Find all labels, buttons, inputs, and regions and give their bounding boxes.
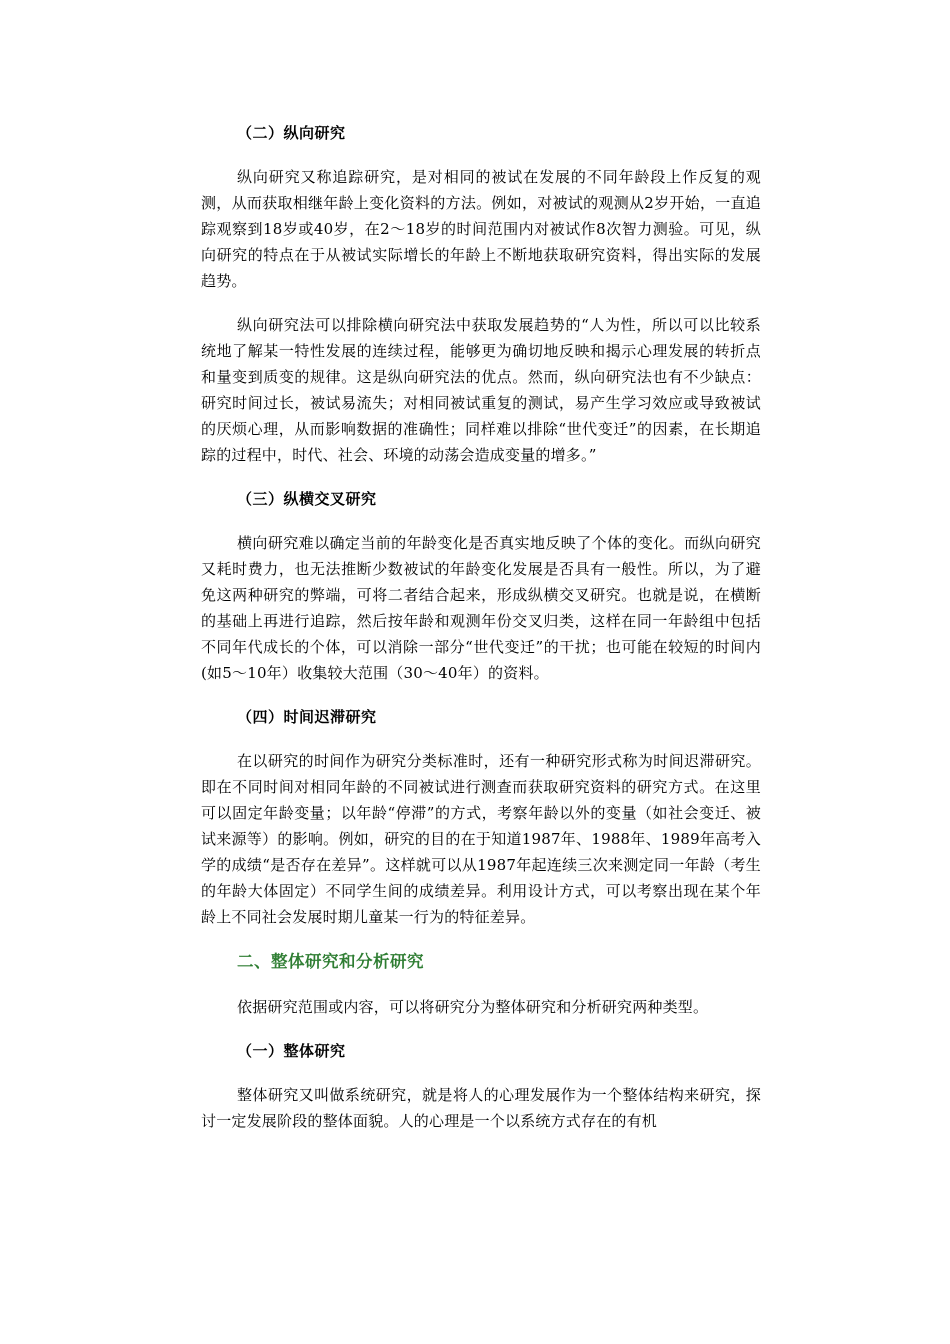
subheading-holistic: （一）整体研究 [237,1042,346,1060]
paragraph-time-lag: 在以研究的时间作为研究分类标准时，还有一种研究形式称为时间迟滞研究。即在不同时间对相同年龄的不同被试进行测查而获取研究资料的研究方式。在这里可以固定年龄变量；以年龄“停滞”的方式，考察年龄以外的变量（如社会变迁、被试来源等）的影响。例如，研究的目的在于知道1987年、1988年、1989年高考入学的成绩“是否存在差异”。这样就可以从1987年起连续三次来测定同一年龄（考生的年龄大体固定）不同学生间的成绩差异。利用设计方式，可以考察出现在某个年龄上不同社会发展时期儿童某一行为的特征差异。 [201,752,761,926]
paragraph-longitudinal-definition: 纵向研究又称追踪研究，是对相同的被试在发展的不同年龄段上作反复的观测，从而获取相继年龄上变化资料的方法。例如，对被试的观测从2岁开始，一直追踪观察到18岁或40岁，在2～18岁的时间范围内对被试作8次智力测验。可见，纵向研究的特点在于从被试实际增长的年龄上不断地获取研究资料，得出实际的发展趋势。 [201,168,761,290]
paragraph-holistic: 整体研究又叫做系统研究，就是将人的心理发展作为一个整体结构来研究，探讨一定发展阶段的整体面貌。人的心理是一个以系统方式存在的有机 [201,1086,761,1130]
document-body [201,120,761,1152]
section-heading-holistic-analytic: 二、整体研究和分析研究 [237,952,424,971]
paragraph-holistic-analytic-intro: 依据研究范围或内容，可以将研究分为整体研究和分析研究两种类型。 [237,998,709,1016]
subheading-time-lag: （四）时间迟滞研究 [237,708,377,726]
subheading-cross-sequential: （三）纵横交叉研究 [237,490,377,508]
subheading-longitudinal: （二）纵向研究 [237,124,346,142]
paragraph-cross-sequential: 横向研究难以确定当前的年龄变化是否真实地反映了个体的变化。而纵向研究又耗时费力，也无法推断少数被试的年龄变化发展是否具有一般性。所以，为了避免这两种研究的弊端，可将二者结合起来，形成纵横交叉研究。也就是说，在横断的基础上再进行追踪，然后按年龄和观测年份交叉归类，这样在同一年龄组中包括不同年代成长的个体，可以消除一部分“世代变迁”的干扰；也可能在较短的时间内(如5～10年）收集较大范围（30～40年）的资料。 [201,534,761,682]
paragraph-longitudinal-pros-cons: 纵向研究法可以排除横向研究法中获取发展趋势的“人为性，所以可以比较系统地了解某一特性发展的连续过程，能够更为确切地反映和揭示心理发展的转折点和量变到质变的规律。这是纵向研究法的优点。然而，纵向研究法也有不少缺点：研究时间过长，被试易流失；对相同被试重复的测试，易产生学习效应或导致被试的厌烦心理，从而影响数据的准确性；同样难以排除“世代变迁”的因素，在长期追踪的过程中，时代、社会、环境的动荡会造成变量的增多。” [201,316,761,464]
